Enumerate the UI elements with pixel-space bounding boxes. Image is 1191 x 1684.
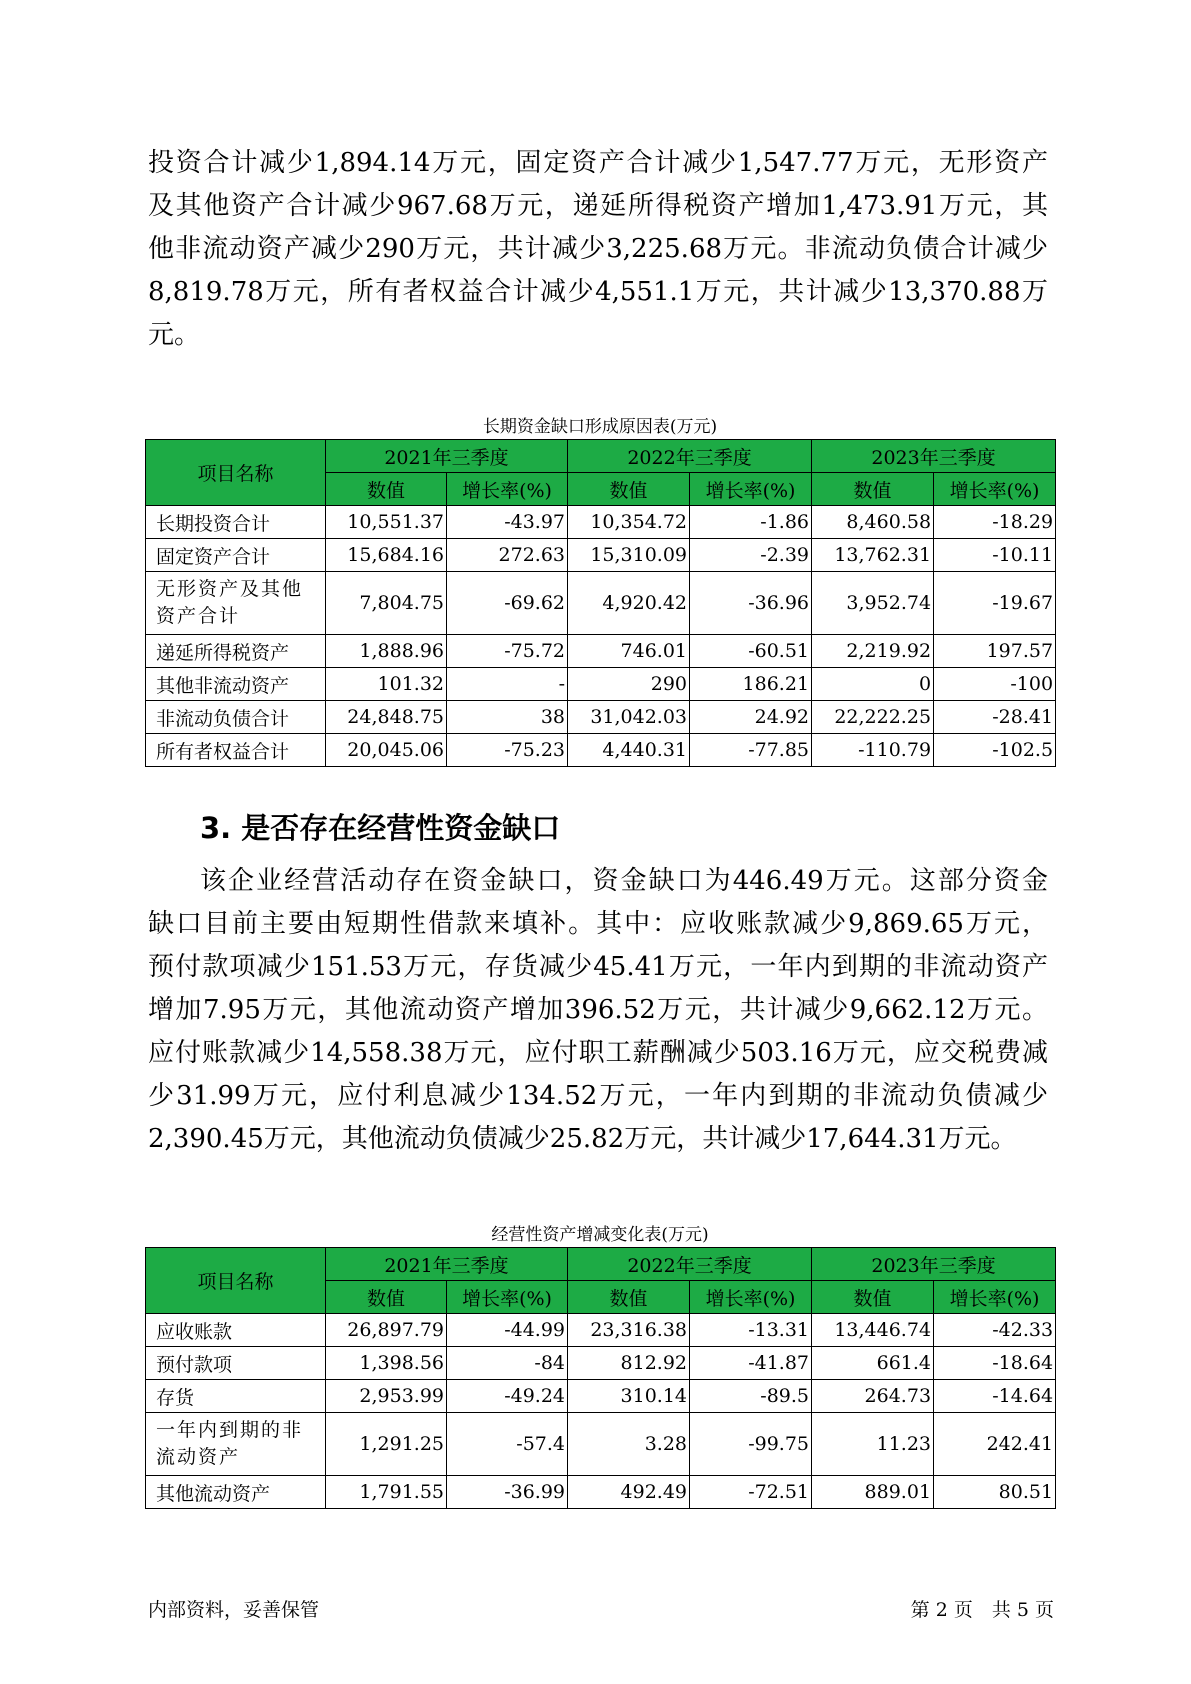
cell-growth: -18.29	[934, 506, 1056, 539]
cell-growth: -102.5	[934, 734, 1056, 767]
intro-line: 投资合计减少1,894.14万元，固定资产合计减少1,547.77万元，无形资产	[148, 148, 1048, 178]
header-value: 数值	[568, 1281, 690, 1314]
section3-line: 该企业经营活动存在资金缺口，资金缺口为446.49万元。这部分资金	[200, 866, 1048, 896]
row-label: 长期投资合计	[146, 506, 326, 539]
cell-value: 10,354.72	[568, 506, 690, 539]
section3-line: 增加7.95万元，其他流动资产增加396.52万元，共计减少9,662.12万元。	[148, 995, 1048, 1025]
header-growth: 增长率(%)	[934, 473, 1056, 506]
cell-value: 15,684.16	[326, 539, 447, 572]
cell-growth: -41.87	[690, 1347, 812, 1380]
section3-line: 应付账款减少14,558.38万元，应付职工薪酬减少503.16万元，应交税费减	[148, 1038, 1048, 1068]
cell-growth: 272.63	[447, 539, 568, 572]
cell-value: 22,222.25	[812, 701, 934, 734]
header-period-2023: 2023年三季度	[812, 440, 1056, 473]
cell-growth: 80.51	[934, 1476, 1056, 1509]
table-row	[146, 1314, 1056, 1347]
row-label: 固定资产合计	[146, 539, 326, 572]
cell-value: 4,440.31	[568, 734, 690, 767]
cell-value: 290	[568, 668, 690, 701]
row-label: 其他非流动资产	[146, 668, 326, 701]
table-row	[146, 1413, 1056, 1476]
header-period-2021: 2021年三季度	[326, 1248, 568, 1281]
table-row	[146, 539, 1056, 572]
cell-growth: -60.51	[690, 635, 812, 668]
cell-growth: -36.96	[690, 572, 812, 635]
cell-growth: -42.33	[934, 1314, 1056, 1347]
header-value: 数值	[568, 473, 690, 506]
header-item-name: 项目名称	[146, 440, 326, 506]
cell-growth: 186.21	[690, 668, 812, 701]
header-value: 数值	[812, 473, 934, 506]
cell-value: 13,446.74	[812, 1314, 934, 1347]
cell-growth: -43.97	[447, 506, 568, 539]
table-row	[146, 734, 1056, 767]
cell-value: 15,310.09	[568, 539, 690, 572]
cell-growth: -13.31	[690, 1314, 812, 1347]
cell-growth: 242.41	[934, 1413, 1056, 1476]
cell-value: 26,897.79	[326, 1314, 447, 1347]
section3-line: 少31.99万元，应付利息减少134.52万元，一年内到期的非流动负债减少	[148, 1081, 1048, 1111]
cell-growth: -36.99	[447, 1476, 568, 1509]
cell-growth: -14.64	[934, 1380, 1056, 1413]
page-number: 第 2 页 共 5 页	[910, 1599, 1054, 1621]
cell-value: 1,888.96	[326, 635, 447, 668]
cell-value: 3,952.74	[812, 572, 934, 635]
intro-line: 及其他资产合计减少967.68万元，递延所得税资产增加1,473.91万元，其	[148, 191, 1048, 221]
cell-growth: -57.4	[447, 1413, 568, 1476]
cell-growth: -69.62	[447, 572, 568, 635]
header-growth: 增长率(%)	[690, 473, 812, 506]
cell-growth: -	[447, 668, 568, 701]
operating-assets-table	[145, 1247, 1056, 1509]
intro-paragraph	[148, 142, 1048, 357]
cell-value: 661.4	[812, 1347, 934, 1380]
cell-growth: -18.64	[934, 1347, 1056, 1380]
cell-value: 4,920.42	[568, 572, 690, 635]
cell-value: 23,316.38	[568, 1314, 690, 1347]
cell-value: -110.79	[812, 734, 934, 767]
cell-value: 31,042.03	[568, 701, 690, 734]
table2-caption: 经营性资产增减变化表(万元)	[491, 1225, 709, 1245]
table-row	[146, 572, 1056, 635]
cell-value: 1,291.25	[326, 1413, 447, 1476]
header-period-2022: 2022年三季度	[568, 440, 812, 473]
cell-growth: -1.86	[690, 506, 812, 539]
cell-value: 492.49	[568, 1476, 690, 1509]
cell-growth: 38	[447, 701, 568, 734]
long-term-gap-table	[145, 439, 1056, 767]
cell-growth: -72.51	[690, 1476, 812, 1509]
cell-value: 812.92	[568, 1347, 690, 1380]
cell-growth: -10.11	[934, 539, 1056, 572]
cell-value: 1,791.55	[326, 1476, 447, 1509]
intro-line: 8,819.78万元，所有者权益合计减少4,551.1万元，共计减少13,370.88万	[148, 277, 1048, 307]
cell-value: 1,398.56	[326, 1347, 447, 1380]
cell-value: 264.73	[812, 1380, 934, 1413]
cell-value: 2,953.99	[326, 1380, 447, 1413]
cell-growth: 197.57	[934, 635, 1056, 668]
cell-value: 11.23	[812, 1413, 934, 1476]
row-label: 递延所得税资产	[146, 635, 326, 668]
section3-paragraph	[148, 860, 1048, 1161]
table-row	[146, 668, 1056, 701]
cell-growth: -49.24	[447, 1380, 568, 1413]
header-value: 数值	[326, 1281, 447, 1314]
table-row	[146, 701, 1056, 734]
table-row	[146, 506, 1056, 539]
cell-growth: -84	[447, 1347, 568, 1380]
header-growth: 增长率(%)	[690, 1281, 812, 1314]
row-label: 应收账款	[146, 1314, 326, 1347]
cell-value: 0	[812, 668, 934, 701]
row-label: 非流动负债合计	[146, 701, 326, 734]
cell-growth: -99.75	[690, 1413, 812, 1476]
header-growth: 增长率(%)	[934, 1281, 1056, 1314]
cell-growth: -100	[934, 668, 1056, 701]
cell-growth: -75.72	[447, 635, 568, 668]
footer-confidential: 内部资料，妥善保管	[148, 1599, 320, 1621]
section3-line: 缺口目前主要由短期性借款来填补。其中：应收账款减少9,869.65万元，	[148, 909, 1048, 939]
row-label: 预付款项	[146, 1347, 326, 1380]
header-growth: 增长率(%)	[447, 1281, 568, 1314]
cell-value: 8,460.58	[812, 506, 934, 539]
cell-growth: -77.85	[690, 734, 812, 767]
cell-growth: -19.67	[934, 572, 1056, 635]
section-heading: 3. 是否存在经营性资金缺口	[200, 811, 561, 845]
table1-caption: 长期资金缺口形成原因表(万元)	[482, 417, 718, 437]
header-item-name: 项目名称	[146, 1248, 326, 1314]
section3-line: 2,390.45万元，其他流动负债减少25.82万元，共计减少17,644.31万元。	[148, 1124, 1017, 1154]
cell-value: 101.32	[326, 668, 447, 701]
cell-value: 746.01	[568, 635, 690, 668]
cell-value: 20,045.06	[326, 734, 447, 767]
header-period-2022: 2022年三季度	[568, 1248, 812, 1281]
intro-line: 他非流动资产减少290万元，共计减少3,225.68万元。非流动负债合计减少	[148, 234, 1048, 264]
row-label: 无形资产及其他资产合计	[146, 572, 326, 635]
cell-value: 3.28	[568, 1413, 690, 1476]
cell-value: 7,804.75	[326, 572, 447, 635]
table-row	[146, 1476, 1056, 1509]
cell-growth: -44.99	[447, 1314, 568, 1347]
section3-line: 预付款项减少151.53万元，存货减少45.41万元，一年内到期的非流动资产	[148, 952, 1048, 982]
cell-growth: -2.39	[690, 539, 812, 572]
row-label: 其他流动资产	[146, 1476, 326, 1509]
cell-value: 13,762.31	[812, 539, 934, 572]
cell-value: 310.14	[568, 1380, 690, 1413]
row-label: 所有者权益合计	[146, 734, 326, 767]
cell-value: 889.01	[812, 1476, 934, 1509]
header-period-2021: 2021年三季度	[326, 440, 568, 473]
row-label: 存货	[146, 1380, 326, 1413]
cell-value: 2,219.92	[812, 635, 934, 668]
header-period-2023: 2023年三季度	[812, 1248, 1056, 1281]
row-label: 一年内到期的非流动资产	[146, 1413, 326, 1476]
cell-growth: 24.92	[690, 701, 812, 734]
cell-value: 24,848.75	[326, 701, 447, 734]
table-row	[146, 635, 1056, 668]
intro-line: 元。	[148, 320, 201, 350]
cell-growth: -75.23	[447, 734, 568, 767]
table-row	[146, 1380, 1056, 1413]
table-row	[146, 1347, 1056, 1380]
header-growth: 增长率(%)	[447, 473, 568, 506]
cell-value: 10,551.37	[326, 506, 447, 539]
header-value: 数值	[812, 1281, 934, 1314]
cell-growth: -89.5	[690, 1380, 812, 1413]
cell-growth: -28.41	[934, 701, 1056, 734]
header-value: 数值	[326, 473, 447, 506]
